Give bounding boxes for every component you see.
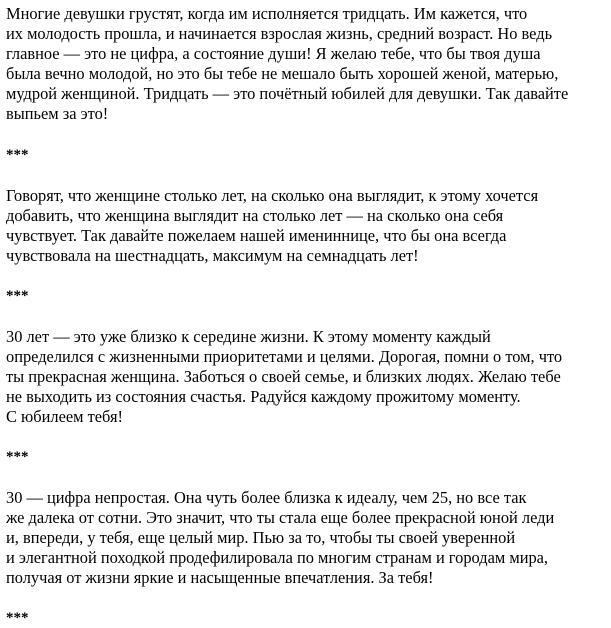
toast-paragraph-2: [6, 186, 606, 266]
text-line: их молодость прошла, и начинается взрослая жизнь, средний возраст. Но ведь: [6, 24, 553, 43]
separator: ***: [6, 147, 29, 163]
text-line: определился с жизненными приоритетами и целями. Дорогая, помни о том, что: [6, 347, 563, 366]
text-line: ты прекрасная женщина. Заботься о своей семье, и близких людях. Желаю тебе: [6, 367, 561, 386]
text-line: С юбилеем тебя!: [6, 407, 123, 426]
article-body: [6, 4, 606, 628]
text-line: 30 — цифра непростая. Она чуть более близка к идеалу, чем 25, но все так: [6, 488, 527, 507]
text-line: и элегантной походкой продефилировала по многим странам и городам мира,: [6, 548, 549, 567]
text-line: выпьем за это!: [6, 104, 109, 123]
text-line: чувствует. Так давайте пожелаем нашей имениннице, что бы она всегда: [6, 226, 507, 245]
text-line: Многие девушки грустят, когда им исполняется тридцать. Им кажется, что: [6, 4, 528, 23]
text-line: Говорят, что женщине столько лет, на сколько она выглядит, к этому хочется: [6, 186, 539, 205]
separator: ***: [6, 449, 29, 465]
separator: ***: [6, 610, 29, 626]
separator: ***: [6, 288, 29, 304]
text-line: чувствовала на шестнадцать, максимум на семнадцать лет!: [6, 246, 419, 265]
toast-paragraph-4: [6, 488, 606, 588]
text-line: мудрой женщиной. Тридцать — это почётный юбилей для девушки. Так давайте: [6, 84, 569, 103]
text-line: и, впереди, у тебя, еще целый мир. Пью за то, чтобы ты своей уверенной: [6, 528, 516, 547]
text-line: не выходить из состояния счастья. Радуйся каждому прожитому моменту.: [6, 387, 521, 406]
text-line: главное — это не цифра, а состояние души! Я желаю тебе, что бы твоя душа: [6, 44, 541, 63]
toast-paragraph-1: [6, 4, 606, 124]
text-line: добавить, что женщина выглядит на столько лет — на сколько она себя: [6, 206, 504, 225]
toast-paragraph-3: [6, 327, 606, 427]
text-line: же далека от сотни. Это значит, что ты стала еще более прекрасной юной леди: [6, 508, 555, 527]
text-line: была вечно молодой, но это бы тебе не мешало быть хорошей женой, матерью,: [6, 64, 559, 83]
text-line: получая от жизни яркие и насыщенные впечатления. За тебя!: [6, 568, 434, 587]
text-line: 30 лет — это уже близко к середине жизни. К этому моменту каждый: [6, 327, 491, 346]
